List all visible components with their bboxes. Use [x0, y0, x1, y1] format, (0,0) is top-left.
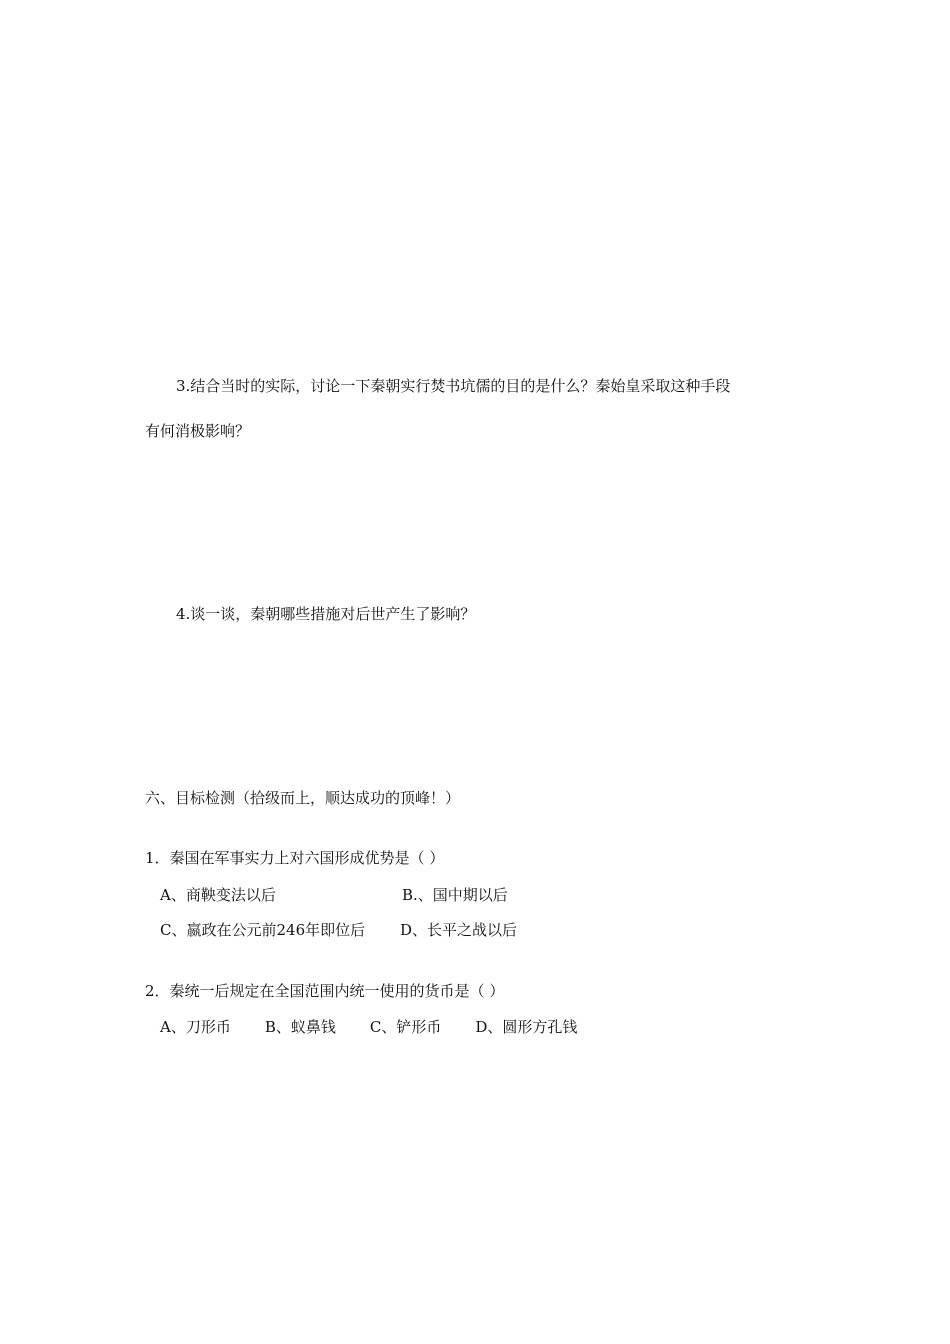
test-2-option-a: A、刀形币	[160, 1018, 231, 1036]
test-1-option-b: B.、国中期以后	[402, 886, 508, 904]
test-2-options	[160, 1017, 577, 1037]
test-2-option-b: B、蚁鼻钱	[264, 1018, 336, 1036]
question-4: 4.谈一谈，秦朝哪些措施对后世产生了影响？	[176, 605, 476, 623]
test-1-option-c: C、嬴政在公元前246年即位后	[160, 921, 366, 939]
test-1-option-a: A、商鞅变法以后	[160, 886, 276, 904]
section-6-title: 六、目标检测（拾级而上，顺达成功的顶峰！）	[145, 789, 461, 807]
test-1-question: 1．秦国在军事实力上对六国形成优势是（ ）	[145, 849, 445, 867]
question-3-line-1: 3.结合当时的实际，讨论一下秦朝实行焚书坑儒的目的是什么？秦始皇采取这种手段	[176, 377, 731, 395]
test-2-option-d: D、圆形方孔钱	[475, 1018, 578, 1036]
question-3-line-2: 有何消极影响？	[145, 422, 251, 440]
test-2-option-c: C、铲形币	[369, 1018, 442, 1036]
test-2-question: 2．秦统一后规定在全国范围内统一使用的货币是（ ）	[145, 982, 505, 1000]
test-1-option-d: D、长平之战以后	[400, 921, 518, 939]
